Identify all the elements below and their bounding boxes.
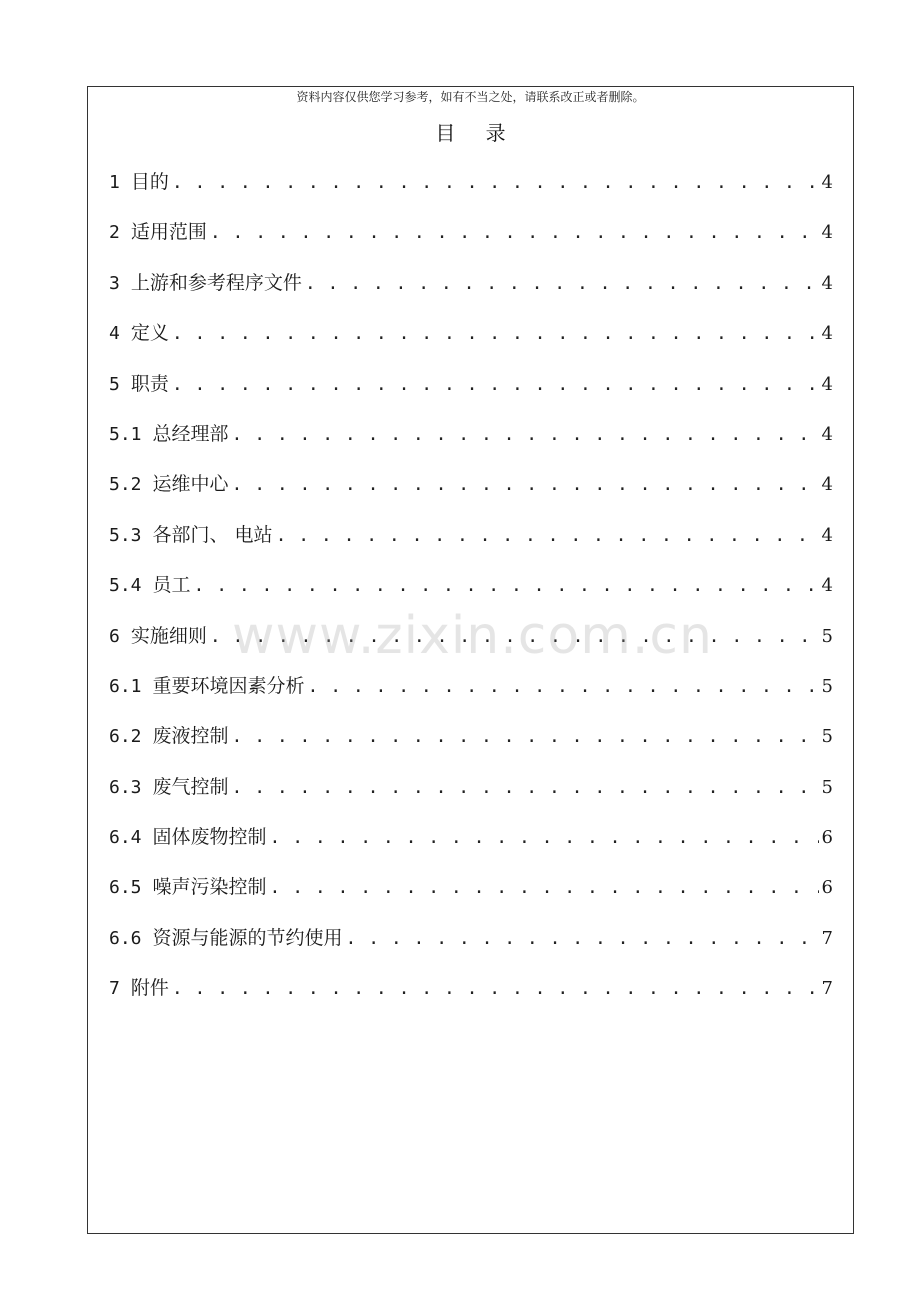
toc-entry-title: 附件 bbox=[130, 977, 169, 1000]
toc-entry-number: 5 bbox=[109, 373, 120, 395]
toc-entry-number: 6.5 bbox=[109, 877, 142, 899]
toc-entry-number: 4 bbox=[109, 323, 120, 345]
toc-dot-leader bbox=[172, 372, 819, 398]
toc-entry[interactable] bbox=[109, 522, 833, 572]
toc-entry-number: 1 bbox=[109, 172, 120, 193]
page-frame bbox=[87, 86, 854, 1234]
toc-entry-title: 废液控制 bbox=[152, 725, 229, 748]
watermark: www.zixin.com.cn bbox=[232, 606, 713, 666]
toc-entry[interactable] bbox=[109, 623, 833, 673]
toc-entry-page: 4 bbox=[821, 575, 833, 597]
toc-entry[interactable] bbox=[109, 874, 833, 924]
toc-entry-title: 运维中心 bbox=[152, 473, 229, 496]
toc-dot-leader bbox=[194, 573, 819, 599]
toc-entry-page: 4 bbox=[821, 474, 833, 496]
toc-entry-page: 5 bbox=[821, 726, 833, 748]
toc-entry-page: 4 bbox=[821, 272, 833, 294]
toc-dot-leader bbox=[172, 170, 819, 196]
toc-entry[interactable] bbox=[109, 925, 833, 975]
toc-entry-number: 5.2 bbox=[109, 474, 142, 496]
toc-entry-number: 6.4 bbox=[109, 827, 142, 849]
toc-entry-title: 员工 bbox=[152, 574, 191, 597]
toc-entry[interactable] bbox=[109, 421, 833, 471]
toc-entry-title: 职责 bbox=[130, 372, 169, 395]
toc-title: 目 录 bbox=[435, 121, 518, 145]
toc-dot-leader bbox=[305, 271, 819, 297]
toc-entry-page: 6 bbox=[821, 877, 833, 899]
toc-dot-leader bbox=[172, 976, 819, 1002]
toc-dot-leader bbox=[270, 875, 819, 901]
toc-dot-leader bbox=[232, 422, 819, 448]
toc-entry-number: 5.1 bbox=[109, 423, 142, 445]
toc-entry[interactable] bbox=[109, 673, 833, 723]
toc-entry-title: 上游和参考程序文件 bbox=[130, 271, 302, 294]
toc-entry-title: 适用范围 bbox=[130, 221, 207, 244]
toc-dot-leader bbox=[270, 825, 819, 851]
toc-entry-number: 3 bbox=[109, 272, 120, 294]
toc-entry-title: 各部门、 电站 bbox=[152, 523, 273, 546]
toc-entry-page: 4 bbox=[821, 222, 833, 244]
toc-entry-number: 6.6 bbox=[109, 927, 142, 949]
toc-entry-title: 固体废物控制 bbox=[152, 826, 267, 849]
toc-entry-number: 6.1 bbox=[109, 675, 142, 697]
toc-entry[interactable] bbox=[109, 723, 833, 773]
toc-entry-page: 7 bbox=[821, 978, 833, 1000]
toc-entry[interactable] bbox=[109, 371, 833, 421]
toc-entry-number: 6 bbox=[109, 625, 120, 647]
toc-entry-page: 5 bbox=[821, 625, 833, 647]
toc-dot-leader bbox=[276, 523, 819, 549]
toc-dot-leader bbox=[346, 926, 819, 952]
toc-entry-number: 7 bbox=[109, 978, 120, 1000]
toc-entry-page: 4 bbox=[821, 172, 833, 193]
toc-entry-title: 重要环境因素分析 bbox=[152, 674, 305, 697]
toc-entry[interactable] bbox=[109, 219, 833, 269]
toc-entry-number: 6.3 bbox=[109, 776, 142, 798]
toc-entry[interactable] bbox=[109, 572, 833, 622]
toc-entry[interactable] bbox=[109, 169, 833, 219]
toc-entry-page: 5 bbox=[821, 776, 833, 798]
toc-entry-page: 4 bbox=[821, 524, 833, 546]
toc-entry-number: 2 bbox=[109, 222, 120, 244]
toc-entry-title: 定义 bbox=[130, 322, 169, 345]
toc-entry[interactable] bbox=[109, 824, 833, 874]
toc-entry[interactable] bbox=[109, 471, 833, 521]
toc-dot-leader bbox=[232, 775, 819, 801]
toc-dot-leader bbox=[232, 472, 819, 498]
toc-entry-number: 6.2 bbox=[109, 726, 142, 748]
toc-dot-leader bbox=[210, 624, 819, 650]
toc-entry-title: 目的 bbox=[130, 171, 169, 193]
toc-dot-leader bbox=[210, 220, 819, 246]
toc-entry-page: 7 bbox=[821, 927, 833, 949]
toc-entry-title: 废气控制 bbox=[152, 775, 229, 798]
toc-dot-leader bbox=[308, 674, 819, 700]
toc-list bbox=[109, 169, 833, 1026]
toc-entry[interactable] bbox=[109, 320, 833, 370]
toc-entry-title: 资源与能源的节约使用 bbox=[152, 926, 343, 949]
toc-entry-page: 4 bbox=[821, 373, 833, 395]
toc-entry[interactable] bbox=[109, 975, 833, 1025]
toc-entry-title: 总经理部 bbox=[152, 422, 229, 445]
toc-entry-page: 4 bbox=[821, 323, 833, 345]
header-disclaimer: 资料内容仅供您学习参考，如有不当之处，请联系改正或者删除。 bbox=[296, 90, 645, 104]
toc-entry-page: 6 bbox=[821, 827, 833, 849]
toc-entry-page: 4 bbox=[821, 423, 833, 445]
toc-entry[interactable] bbox=[109, 774, 833, 824]
toc-dot-leader bbox=[172, 321, 819, 347]
toc-entry[interactable] bbox=[109, 270, 833, 320]
toc-dot-leader bbox=[232, 724, 819, 750]
toc-entry-number: 5.3 bbox=[109, 524, 142, 546]
toc-entry-title: 实施细则 bbox=[130, 624, 207, 647]
toc-entry-title: 噪声污染控制 bbox=[152, 876, 267, 899]
toc-entry-page: 5 bbox=[821, 675, 833, 697]
toc-entry-number: 5.4 bbox=[109, 575, 142, 597]
